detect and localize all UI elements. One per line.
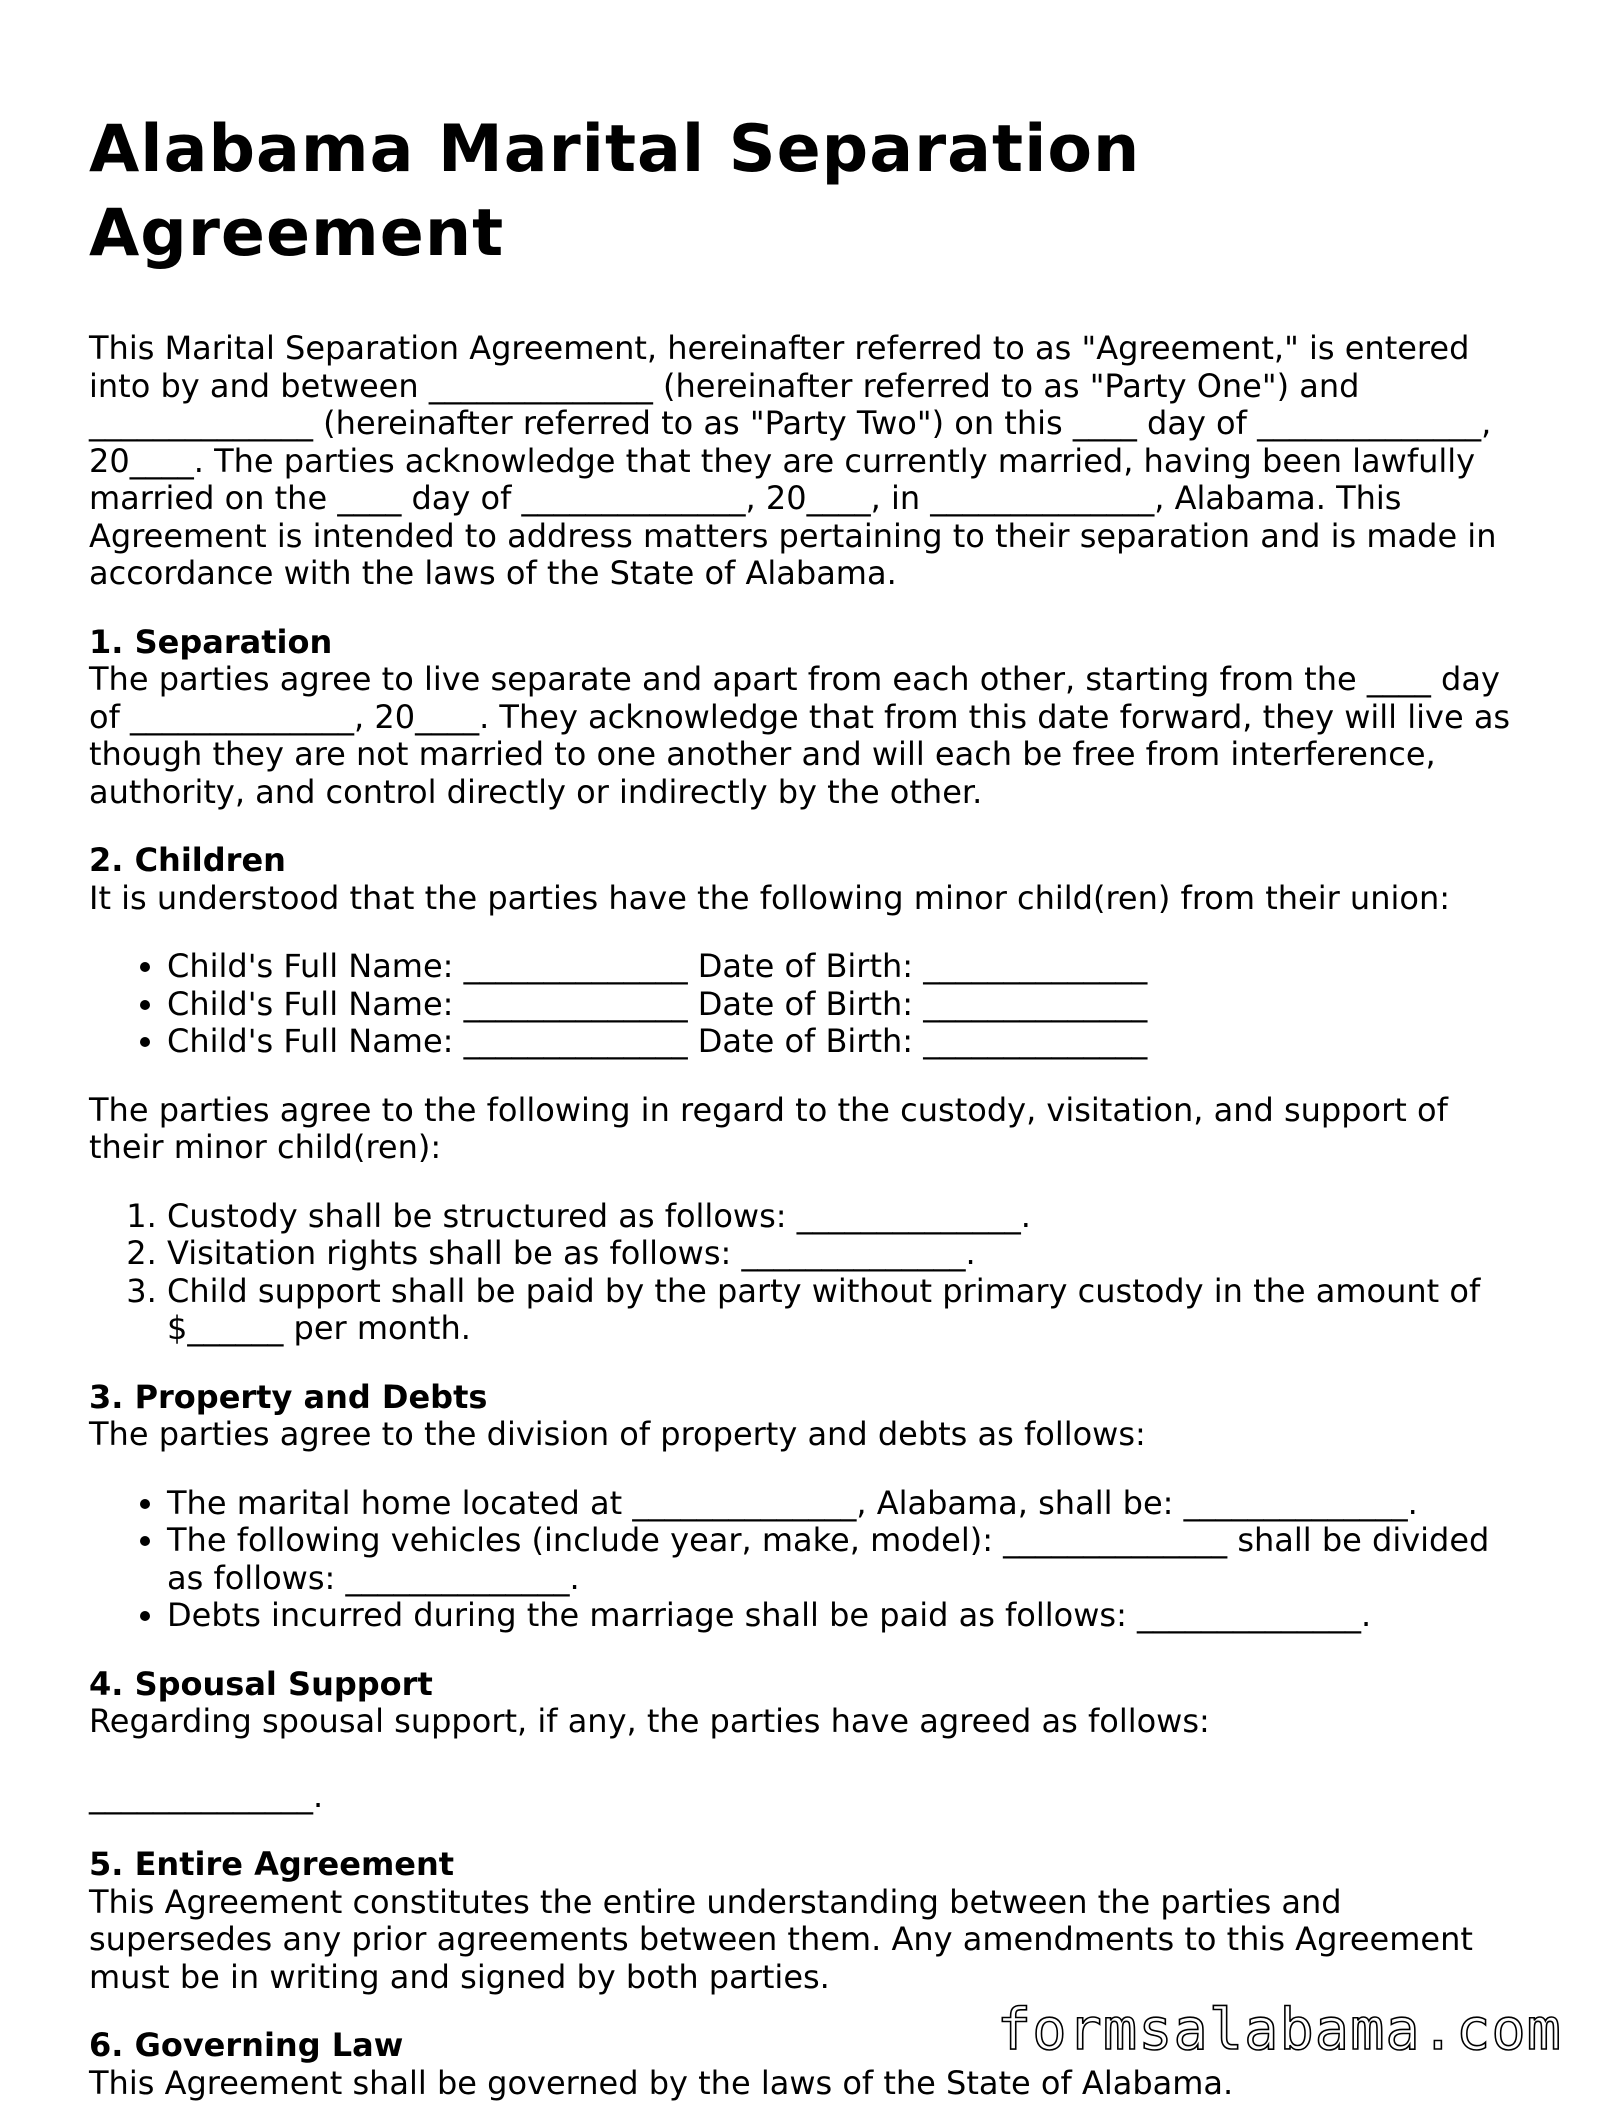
children-term: 3. Child support shall be paid by the party without primary custody in the amount of $______ per month. xyxy=(167,1273,1529,1348)
section-spousal-support xyxy=(89,1666,1529,1816)
watermark: formsalabama.com xyxy=(997,2000,1562,2060)
section-body-spousal-support: Regarding spousal support, if any, the parties have agreed as follows: xyxy=(89,1703,1529,1741)
section-entire-agreement xyxy=(89,1846,1529,1996)
property-item: • The marital home located at ______________, Alabama, shall be: ______________. xyxy=(167,1485,1529,1523)
section-body-governing-law: This Agreement shall be governed by the laws of the State of Alabama. xyxy=(89,2065,1529,2102)
section-heading-property: 3. Property and Debts xyxy=(89,1379,1529,1417)
children-term: 1. Custody shall be structured as follows: ______________. xyxy=(167,1198,1529,1236)
section-children xyxy=(89,842,1529,1348)
property-item: • Debts incurred during the marriage shall be paid as follows: ______________. xyxy=(167,1597,1529,1635)
section-heading-entire-agreement: 5. Entire Agreement xyxy=(89,1846,1529,1884)
children-terms-list xyxy=(89,1198,1529,1348)
children-term: 2. Visitation rights shall be as follows: ______________. xyxy=(167,1235,1529,1273)
section-body-children: It is understood that the parties have the following minor child(ren) from their union: xyxy=(89,880,1529,918)
section-property xyxy=(89,1379,1529,1635)
children-agreement-text: The parties agree to the following in regard to the custody, visitation, and support of their minor child(ren): xyxy=(89,1092,1529,1167)
section-separation xyxy=(89,624,1529,812)
section-body-separation: The parties agree to live separate and apart from each other, starting from the ____ day of ______________, 20____. They acknowledge that from this date forward, they will live as though they are not married to one another and will each be free from interference, authority, and control directly or indirectly by the other. xyxy=(89,661,1529,811)
section-heading-spousal-support: 4. Spousal Support xyxy=(89,1666,1529,1704)
intro-paragraph: This Marital Separation Agreement, hereinafter referred to as "Agreement," is entered into by and between ______________ (hereinafter referred to as "Party One") and ______________ (hereinafter referred to as "Party Two") on this ____ day of ______________, 20____. The parties acknowledge that they are currently married, having been lawfully married on the ____ day of ______________, 20____, in ______________, Alabama. This Agreement is intended to address matters pertaining to their separation and is made in accordance with the laws of the State of Alabama. xyxy=(89,330,1529,593)
section-heading-separation: 1. Separation xyxy=(89,624,1529,662)
spousal-support-blank: ______________. xyxy=(89,1778,1529,1816)
child-entry: • Child's Full Name: ______________ Date of Birth: ______________ xyxy=(167,948,1529,986)
document-title: Alabama Marital Separation Agreement xyxy=(89,108,1529,276)
section-body-property: The parties agree to the division of property and debts as follows: xyxy=(89,1416,1529,1454)
property-list xyxy=(89,1485,1529,1635)
child-entry: • Child's Full Name: ______________ Date of Birth: ______________ xyxy=(167,986,1529,1024)
property-item: • The following vehicles (include year, make, model): ______________ shall be divided as follows: ______________. xyxy=(167,1522,1529,1597)
section-heading-governing-law: 6. Governing Law xyxy=(89,2027,1529,2065)
document-page xyxy=(89,108,1529,2102)
child-entry: • Child's Full Name: ______________ Date of Birth: ______________ xyxy=(167,1023,1529,1061)
section-body-entire-agreement: This Agreement constitutes the entire understanding between the parties and supersedes any prior agreements between them. Any amendments to this Agreement must be in writing and signed by both parties. xyxy=(89,1884,1529,1997)
section-heading-children: 2. Children xyxy=(89,842,1529,880)
children-list xyxy=(89,948,1529,1061)
